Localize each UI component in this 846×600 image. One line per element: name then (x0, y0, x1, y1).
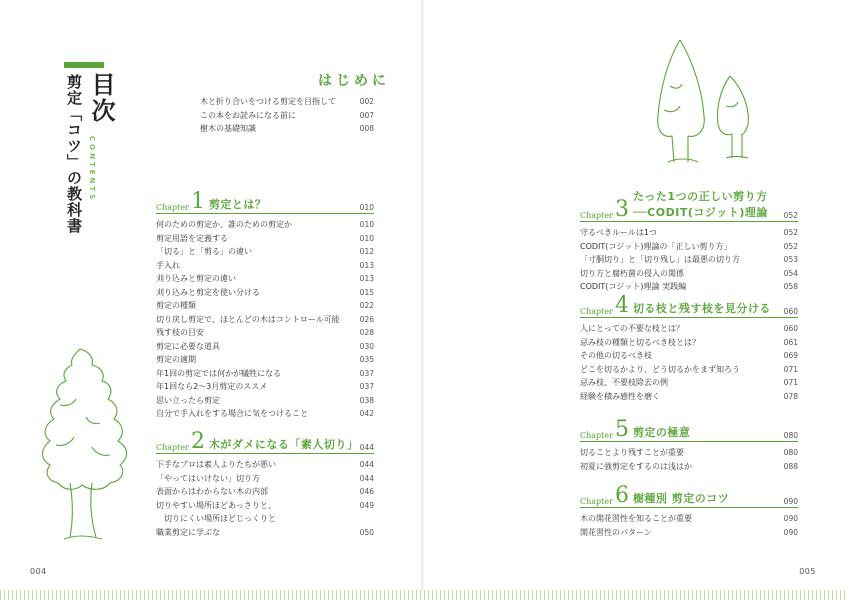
toc-entry-page: 052 (783, 228, 798, 238)
toc-entry-page: 012 (359, 247, 374, 257)
toc-entry[interactable] (580, 253, 798, 267)
toc-entry[interactable] (156, 245, 374, 259)
toc-entry-page: 069 (783, 351, 798, 361)
intro-item-page: 007 (359, 110, 374, 120)
chapter-title: たった1つの正しい剪り方 (632, 190, 768, 203)
toc-entry-page: 010 (359, 220, 374, 230)
chapter-items (156, 458, 374, 539)
chapter-page: 052 (783, 211, 798, 220)
toc-entry-text: 切り方と腐朽菌の侵入の関係 (580, 268, 684, 278)
toc-entry-page: 088 (783, 461, 798, 471)
toc-entry[interactable] (580, 336, 798, 350)
toc-entry[interactable] (156, 512, 374, 526)
chapter-page: 010 (359, 203, 374, 212)
intro-list (200, 95, 374, 136)
chapter-page: 090 (783, 497, 798, 506)
chapter-label: Chapter (580, 307, 613, 316)
toc-entry-page: 080 (783, 448, 798, 458)
toc-entry-page: 052 (783, 241, 798, 251)
chapter-heading[interactable] (580, 418, 798, 442)
intro-item-text: この本をお読みになる前に (200, 110, 296, 120)
toc-entry-page: 049 (359, 500, 374, 510)
chapter-heading[interactable] (580, 484, 798, 508)
toc-entry-text: 「切る」と「剪る」の違い (156, 247, 252, 257)
chapter-number: 5 (614, 417, 629, 442)
toc-entry-text: 刈り込みと剪定を使い分ける (156, 287, 260, 297)
toc-entry-text: 年1回なら2〜3月剪定のススメ (156, 382, 268, 392)
toc-entry-text: 自分で手入れをする場合に気をつけること (156, 409, 308, 419)
toc-entry-text: CODIT(コジット)理論の「正しい剪り方」 (580, 241, 732, 251)
intro-item-text: 樹木の基礎知識 (200, 124, 256, 134)
toc-entry-page: 090 (783, 514, 798, 524)
bottom-page-edge-stripes (0, 590, 846, 600)
toc-entry-page: 022 (359, 301, 374, 311)
toc-entry-text: 切りにくい場所ほどじっくりと (156, 514, 276, 524)
intro-item[interactable] (200, 95, 374, 109)
toc-entry[interactable] (580, 240, 798, 254)
toc-entry-text: 切りやすい場所ほどあっさりと、 (156, 500, 276, 510)
toc-entry-text: 忌み枝、不要枝除去の例 (580, 378, 668, 388)
toc-entry[interactable] (580, 280, 798, 294)
toc-entry[interactable] (156, 313, 374, 327)
chapter-label: Chapter (156, 443, 189, 452)
toc-entry-text: 残す枝の目安 (156, 328, 204, 338)
toc-entry-page: 030 (359, 341, 374, 351)
toc-entry[interactable] (580, 322, 798, 336)
chapter-heading[interactable] (580, 186, 798, 222)
chapter-heading[interactable] (156, 430, 374, 454)
page-number-right: 005 (799, 567, 816, 576)
chapter-3 (580, 186, 798, 294)
chapter-title-sub: ──CODIT(コジット)理論 (632, 206, 768, 219)
toc-entry-page: 015 (359, 287, 374, 297)
toc-entry[interactable] (156, 326, 374, 340)
chapter-page: 044 (359, 443, 374, 452)
chapter-number: 4 (614, 293, 629, 318)
toc-entry-text: 剪定用語を定義する (156, 233, 228, 243)
toc-entry-text: 何のための剪定か、誰のための剪定か (156, 220, 292, 230)
toc-entry-page: 090 (783, 527, 798, 537)
toc-entry[interactable] (156, 472, 374, 486)
chapter-number: 6 (614, 483, 629, 508)
toc-entry[interactable] (156, 380, 374, 394)
intro-item[interactable] (200, 122, 374, 136)
title-accent-bar (64, 62, 104, 68)
chapter-2 (156, 430, 374, 539)
toc-entry-text: 剪定の適期 (156, 355, 196, 365)
toc-entry[interactable] (580, 376, 798, 390)
toc-entry[interactable] (156, 340, 374, 354)
toc-entry-text: 初夏に強剪定をするのは浅はか (580, 461, 692, 471)
toc-entry[interactable] (580, 512, 798, 526)
chapter-title: 切る枝と残す枝を見分ける (632, 302, 771, 315)
chapter-title: 剪定とは？ (208, 198, 267, 211)
toc-entry-page: 053 (783, 255, 798, 265)
chapter-number: 2 (190, 429, 205, 454)
page-number-left: 004 (30, 567, 47, 576)
chapter-4 (580, 294, 798, 403)
toc-entry[interactable] (156, 259, 374, 273)
toc-entry-page: 037 (359, 382, 374, 392)
toc-entry-page: 026 (359, 314, 374, 324)
chapter-items (580, 322, 798, 403)
toc-entry-text: 経験を積み感性を磨く (580, 391, 660, 401)
toc-entry-text: 人にとっての不要な枝とは？ (580, 324, 684, 334)
toc-entry-page: 050 (359, 527, 374, 537)
chapter-5 (580, 418, 798, 473)
toc-entry-text: 剪定に必要な道具 (156, 341, 220, 351)
toc-entry-text: 木の開花習性を知ることが重要 (580, 514, 692, 524)
toc-entry-text: 表面からはわからない木の内部 (156, 487, 268, 497)
toc-entry[interactable] (156, 407, 374, 421)
intro-heading: はじめに (318, 73, 390, 89)
toc-entry-page: 013 (359, 274, 374, 284)
toc-entry[interactable] (580, 226, 798, 240)
chapter-items (156, 218, 374, 421)
toc-entry-text: 忌み枝の種類と切るべき枝とは？ (580, 337, 700, 347)
toc-entry[interactable] (156, 499, 374, 513)
toc-entry-text: 「やってはいけない」切り方 (156, 473, 260, 483)
toc-entry-text: 開花習性のパターン (580, 527, 652, 537)
intro-item-page: 008 (359, 124, 374, 134)
toc-entry-text: 下手なプロは素人よりたちが悪い (156, 460, 276, 470)
chapter-number: 1 (190, 189, 205, 214)
toc-entry-text: 職業剪定に学ぶな (156, 527, 220, 537)
toc-entry-text: 切ることより残すことが重要 (580, 448, 684, 458)
toc-entry-page: 078 (783, 391, 798, 401)
toc-entry[interactable] (156, 485, 374, 499)
chapter-label: Chapter (580, 211, 613, 220)
toc-entry-page: 044 (359, 460, 374, 470)
toc-entry-page: 038 (359, 395, 374, 405)
chapter-page: 080 (783, 431, 798, 440)
intro-item[interactable] (200, 109, 374, 123)
toc-entry-page: 013 (359, 260, 374, 270)
chapter-label: Chapter (580, 431, 613, 440)
toc-entry-text: 手入れ (156, 260, 180, 270)
toc-entry[interactable] (156, 272, 374, 286)
toc-entry-text: 守るべきルールは1つ (580, 228, 657, 238)
intro-item-text: 木と折り合いをつける剪定を目指して (200, 97, 336, 107)
toc-entry-text: どこを切るかより、どう切るかをまず知ろう (580, 364, 740, 374)
toc-entry[interactable] (156, 394, 374, 408)
toc-entry[interactable] (580, 349, 798, 363)
chapter-6 (580, 484, 798, 539)
chapter-heading[interactable] (580, 294, 798, 318)
contents-label: CONTENTS (88, 136, 96, 203)
chapter-label: Chapter (156, 203, 189, 212)
toc-entry[interactable] (156, 353, 374, 367)
toc-entry[interactable] (156, 299, 374, 313)
toc-entry[interactable] (156, 232, 374, 246)
toc-entry-page: 010 (359, 233, 374, 243)
toc-entry[interactable] (580, 460, 798, 474)
book-subtitle: 剪定「コツ」の教科書 (65, 74, 83, 234)
chapter-heading[interactable] (156, 190, 374, 214)
toc-entry-text: 剪定の種類 (156, 301, 196, 311)
toc-entry[interactable] (156, 526, 374, 540)
toc-entry-page: 035 (359, 355, 374, 365)
chapter-items (580, 446, 798, 473)
chapter-title: 樹種別 剪定のコツ (632, 492, 730, 505)
chapter-title: 木がダメになる「素人切り」 (208, 438, 359, 451)
toc-entry-page: 037 (359, 368, 374, 378)
toc-entry-page: 046 (359, 487, 374, 497)
toc-entry-page: 054 (783, 268, 798, 278)
toc-entry-page: 061 (783, 337, 798, 347)
toc-entry[interactable] (580, 390, 798, 404)
toc-entry-text: その他の切るべき枝 (580, 351, 652, 361)
toc-entry[interactable] (156, 218, 374, 232)
chapter-1 (156, 190, 374, 421)
toc-entry-page: 028 (359, 328, 374, 338)
chapter-number: 3 (614, 197, 629, 222)
toc-entry[interactable] (156, 367, 374, 381)
toc-entry[interactable] (580, 267, 798, 281)
toc-entry-text: 年1回の剪定では何かが犠牲になる (156, 368, 282, 378)
right-page (424, 0, 846, 600)
chapter-items (580, 512, 798, 539)
toc-entry-page: 042 (359, 409, 374, 419)
toc-entry-text: 「寸胴切り」と「切り残し」は最悪の切り方 (580, 255, 740, 265)
chapter-items (580, 226, 798, 294)
toc-entry[interactable] (580, 446, 798, 460)
toc-entry-page: 044 (359, 473, 374, 483)
toc-entry-text: CODIT(コジット)理論 実践編 (580, 282, 687, 292)
chapter-label: Chapter (580, 497, 613, 506)
toc-entry-page: 060 (783, 324, 798, 334)
toc-entry[interactable] (580, 363, 798, 377)
trees-illustration-icon (650, 36, 760, 166)
toc-entry-page: 071 (783, 364, 798, 374)
toc-entry[interactable] (156, 458, 374, 472)
page-title: 目次 (87, 72, 115, 124)
chapter-title: 剪定の極意 (632, 426, 691, 439)
left-page (0, 0, 422, 600)
toc-entry-page: 058 (783, 282, 798, 292)
toc-entry[interactable] (580, 526, 798, 540)
intro-item-page: 002 (359, 97, 374, 107)
toc-entry-page: 071 (783, 378, 798, 388)
toc-entry-text: 刈り込みと剪定の違い (156, 274, 236, 284)
tree-illustration-icon (30, 345, 140, 545)
toc-entry-text: 思い立ったら剪定 (156, 395, 220, 405)
toc-entry[interactable] (156, 286, 374, 300)
toc-entry-text: 切り戻し剪定で、ほとんどの木はコントロール可能 (156, 314, 340, 324)
chapter-page: 060 (783, 307, 798, 316)
